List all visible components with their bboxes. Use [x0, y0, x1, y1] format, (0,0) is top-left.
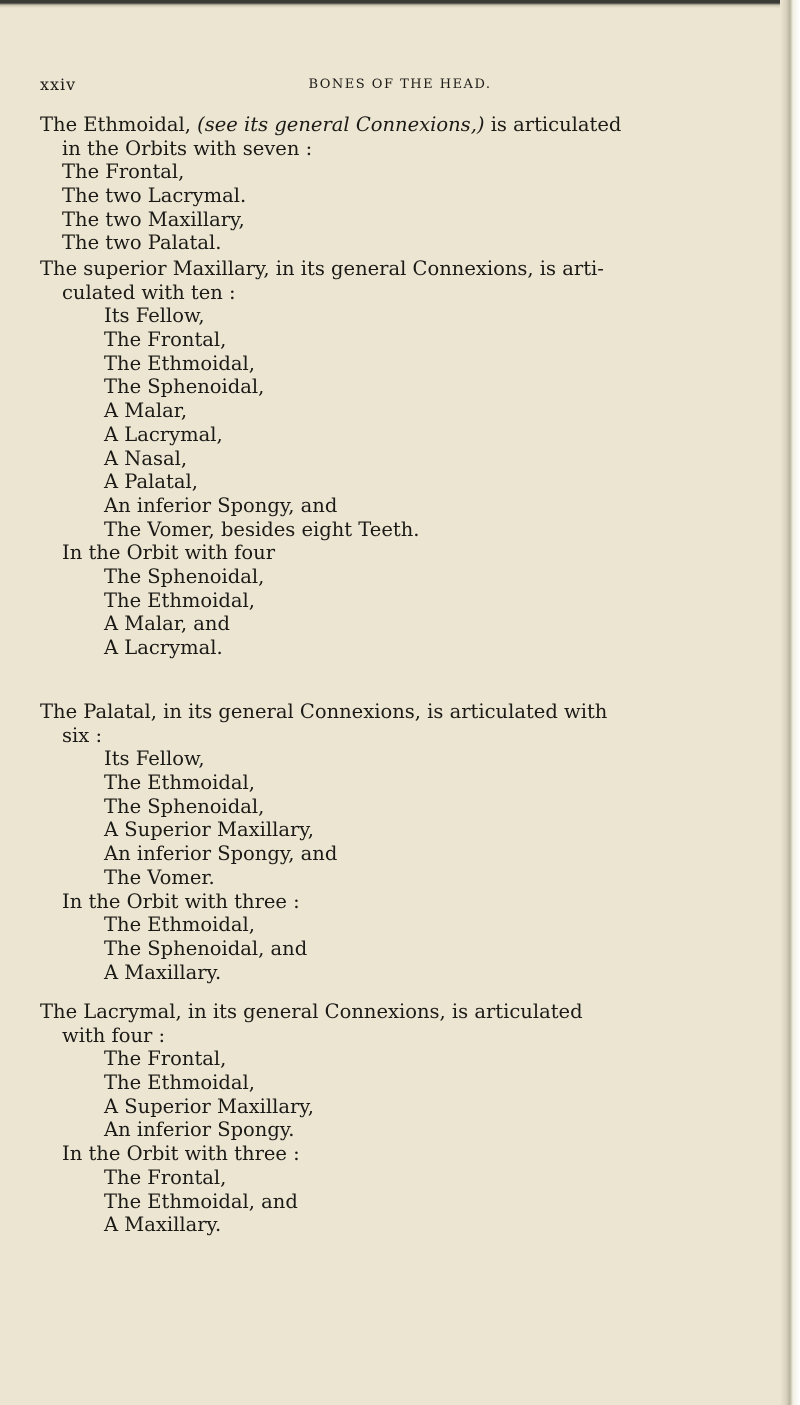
- text-line: An inferior Spongy, and: [104, 493, 338, 517]
- page-number: xxiv: [40, 75, 77, 94]
- page-right-edge: [780, 0, 800, 1405]
- text-line: A Superior Maxillary,: [104, 818, 314, 842]
- text-line: The two Maxillary,: [62, 207, 245, 231]
- text-line: The Palatal, in its general Connexions, is articulated with: [40, 700, 608, 723]
- text-line: The two Lacrymal.: [62, 184, 247, 208]
- text-line: An inferior Spongy.: [104, 1118, 295, 1142]
- text-line: The Ethmoidal,: [104, 913, 255, 937]
- text-line: A Maxillary.: [104, 960, 222, 984]
- text-run: is articulated: [484, 113, 622, 136]
- text-line: In the Orbit with four: [62, 541, 276, 565]
- text-line: The Lacrymal, in its general Connexions, is articulated: [40, 1000, 583, 1023]
- text-line: in the Orbits with seven :: [62, 136, 313, 160]
- text-line: The two Palatal.: [62, 231, 222, 255]
- text-line: The Ethmoidal,: [104, 771, 255, 795]
- text-line: The Sphenoidal,: [104, 564, 265, 588]
- text-line: The Ethmoidal,: [104, 351, 255, 375]
- text-line: [40, 113, 768, 137]
- text-line: Its Fellow,: [104, 304, 205, 328]
- text-line: A Maxillary.: [104, 1213, 222, 1237]
- text-line: The Ethmoidal,: [104, 1071, 255, 1095]
- text-line: Its Fellow,: [104, 747, 205, 771]
- text-line: The superior Maxillary, in its general Connexions, is arti-: [40, 257, 604, 280]
- text-line: The Frontal,: [62, 160, 185, 184]
- text-line: The Vomer.: [104, 865, 215, 889]
- text-line: The Sphenoidal, and: [104, 936, 308, 960]
- text-line: A Lacrymal.: [104, 636, 223, 659]
- text-line: A Nasal,: [104, 446, 188, 470]
- text-line: A Malar,: [104, 399, 188, 423]
- text-line: with four :: [62, 1023, 166, 1047]
- text-line: The Vomer, besides eight Teeth.: [104, 517, 420, 541]
- paragraph-ethmoidal: [40, 113, 768, 255]
- paragraph-lacrymal: [40, 1000, 768, 1237]
- italic-phrase: (see its general Connexions,): [197, 113, 485, 136]
- text-line: The Ethmoidal, and: [104, 1189, 298, 1213]
- text-line: In the Orbit with three :: [62, 1142, 300, 1166]
- paragraph-superior-maxillary: [40, 257, 768, 660]
- text-line: A Superior Maxillary,: [104, 1094, 314, 1118]
- text-line: The Frontal,: [104, 1047, 227, 1071]
- text-line: An inferior Spongy, and: [104, 842, 338, 866]
- text-line: In the Orbit with three :: [62, 889, 300, 913]
- text-line: The Ethmoidal,: [104, 588, 255, 612]
- text-run: The Ethmoidal,: [40, 113, 198, 136]
- running-title: BONES OF THE HEAD.: [308, 77, 492, 92]
- text-line: A Malar, and: [104, 612, 230, 636]
- text-line: culated with ten :: [62, 280, 236, 304]
- page-top-edge: [0, 0, 800, 8]
- text-line: The Sphenoidal,: [104, 375, 265, 399]
- text-line: six :: [62, 723, 103, 747]
- paragraph-palatal: [40, 700, 768, 984]
- text-line: The Sphenoidal,: [104, 794, 265, 818]
- text-line: The Frontal,: [104, 328, 227, 352]
- text-line: The Frontal,: [104, 1165, 227, 1189]
- text-line: A Lacrymal,: [104, 422, 223, 446]
- text-line: A Palatal,: [104, 470, 198, 494]
- page-header: [40, 75, 760, 99]
